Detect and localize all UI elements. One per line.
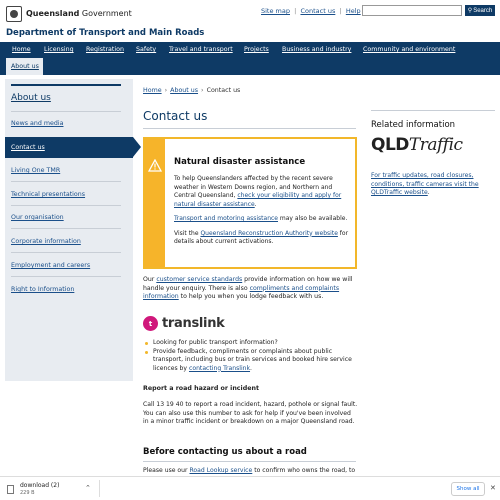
sidebar-item-our-organisation[interactable]: Our organisation: [11, 214, 64, 221]
translink-logo: [143, 316, 225, 331]
help-link[interactable]: Help: [345, 7, 361, 15]
related-information-title: Related information: [371, 120, 456, 130]
intro-paragraph: [143, 276, 358, 302]
logo-traffic: Traffic: [408, 135, 463, 155]
brand-bold: Queensland: [26, 9, 80, 18]
list-item: Looking for public transport information?: [143, 339, 358, 348]
nav-business-and-industry[interactable]: Business and industry: [282, 46, 352, 53]
qldtraffic-link[interactable]: For traffic updates, road closures, conditions, traffic cameras visit the QLDTraffic website: [371, 172, 479, 196]
alert-title: Natural disaster assistance: [174, 157, 306, 167]
sidebar-divider: [11, 276, 121, 277]
logo-qld: QLD: [371, 135, 409, 155]
sidebar-divider: [11, 205, 121, 206]
list-item-text: Provide feedback, compliments or complaints about public transport, including bus or train services and booked hire service licences by: [153, 347, 352, 372]
breadcrumb-home[interactable]: Home: [143, 87, 162, 94]
sidebar-item-living-one-tmr[interactable]: Living One TMR: [11, 167, 61, 174]
alert-paragraph: [174, 230, 352, 247]
main-nav: [0, 42, 500, 58]
site-brand[interactable]: [26, 9, 132, 18]
chevron-up-icon[interactable]: ⌃: [85, 484, 91, 492]
sidebar-item-corporate-information[interactable]: Corporate information: [11, 238, 81, 245]
body-text: to confirm who owns the road, to: [252, 467, 356, 474]
search-button[interactable]: [465, 5, 495, 16]
chevron-right-icon: ›: [164, 87, 168, 94]
qra-website-link[interactable]: Queensland Reconstruction Authority website: [200, 229, 338, 237]
compliments-complaints-link[interactable]: compliments and complaints information: [143, 284, 340, 300]
alert-paragraph: [174, 175, 352, 209]
list-item-text: .: [250, 364, 252, 372]
download-size: 229 B: [20, 490, 35, 496]
brand-rest: Government: [79, 9, 132, 18]
before-contacting-body: [143, 467, 358, 476]
download-filename[interactable]: download (2): [20, 482, 60, 489]
translink-list: [143, 339, 358, 373]
alert-text: for details about current activations.: [174, 229, 349, 245]
breadcrumb-about-us[interactable]: About us: [170, 87, 199, 94]
nav-registration[interactable]: Registration: [86, 46, 124, 53]
alert-text: may also be available.: [278, 215, 348, 222]
contact-us-link[interactable]: Contact us: [300, 7, 336, 15]
queensland-crest-icon[interactable]: [6, 6, 22, 22]
breadcrumb: [143, 87, 240, 94]
qldtraffic-text: [371, 172, 495, 198]
hazard-heading: Report a road hazard or incident: [143, 385, 259, 392]
alert-paragraph: [174, 215, 352, 224]
alert-text: Visit the: [174, 229, 201, 237]
sidebar-title-rule: [11, 84, 121, 86]
intro-text: to help you when you lodge feedback with us.: [178, 293, 324, 300]
chevron-right-icon: ›: [201, 87, 204, 94]
sidebar-item-technical-presentations[interactable]: Technical presentations: [11, 191, 86, 198]
divider: [99, 480, 100, 497]
download-bar: [0, 476, 500, 500]
sidebar-divider: [11, 181, 121, 182]
alert-text: To help Queenslanders affected by the recent severe weather in Western Downs region, and Northern and Central Queensland,: [174, 175, 333, 199]
customer-service-standards-link[interactable]: customer service standards: [156, 276, 243, 283]
translink-wordmark: translink: [162, 316, 225, 331]
close-icon[interactable]: ✕: [490, 484, 496, 492]
body-text: Please use our: [143, 467, 190, 474]
page-title: Contact us: [143, 109, 208, 123]
nav-safety[interactable]: Safety: [136, 46, 157, 53]
sidebar-item-employment-and-careers[interactable]: Employment and careers: [11, 262, 91, 269]
transport-motoring-assistance-link[interactable]: Transport and motoring assistance: [174, 215, 278, 222]
show-all-button[interactable]: Show all: [451, 482, 485, 496]
disaster-alert-box: [143, 137, 357, 269]
intro-text: provide information on how we will handle your enquiry. There is also: [143, 276, 353, 292]
related-rule: [371, 110, 495, 111]
utility-links: Site map | Contact us | Help: [261, 7, 361, 15]
sidebar-title[interactable]: About us: [11, 93, 51, 103]
alert-body: [174, 175, 352, 253]
search-input[interactable]: [362, 5, 462, 16]
qldtraffic-logo[interactable]: [371, 135, 463, 155]
nav-community-and-environment[interactable]: Community and environment: [363, 46, 456, 53]
department-title[interactable]: Department of Transport and Main Roads: [6, 28, 205, 38]
site-header: [0, 0, 500, 42]
site-map-link[interactable]: Site map: [261, 7, 290, 15]
sidebar-divider: [11, 252, 121, 253]
body-text: .: [427, 189, 430, 196]
natural-disaster-assistance-link[interactable]: check your eligibility and apply for natural disaster assistance: [174, 192, 342, 208]
sidebar-item-right-to-information[interactable]: Right to Information: [11, 286, 75, 293]
nav-travel-and-transport[interactable]: Travel and transport: [169, 46, 233, 53]
nav-projects[interactable]: Projects: [244, 46, 269, 53]
sidebar-item-news-and-media[interactable]: News and media: [11, 120, 64, 127]
road-lookup-link[interactable]: Road Lookup service: [189, 467, 253, 474]
nav-licensing[interactable]: Licensing: [44, 46, 74, 53]
breadcrumb-current: Contact us: [206, 87, 241, 94]
sub-nav-bar: [0, 58, 500, 75]
list-item: [143, 348, 358, 374]
contacting-translink-link[interactable]: contacting Translink: [188, 364, 251, 372]
section-rule: [143, 461, 356, 462]
title-rule: [143, 128, 356, 129]
intro-text: Our: [143, 276, 157, 283]
nav-home[interactable]: Home: [12, 46, 31, 53]
sidebar-divider: [11, 228, 121, 229]
translink-mark-icon: t: [143, 316, 158, 331]
search-icon: ⚲: [467, 8, 473, 14]
sidebar-item-label[interactable]: Contact us: [11, 144, 45, 151]
search-button-label: Search: [473, 7, 493, 14]
sidebar-divider: [11, 111, 121, 112]
hazard-body: Call 13 19 40 to report a road incident, hazard, pothole or signal fault. You can also use this number to ask for help if you've been involved in a minor traffic incident or breakdown on a major Queensland road.: [143, 401, 358, 425]
tab-about-us[interactable]: About us: [6, 58, 43, 75]
before-contacting-heading: Before contacting us about a road: [143, 447, 307, 457]
warning-icon: [148, 159, 162, 172]
alert-text: .: [254, 200, 257, 208]
file-icon: [7, 485, 14, 494]
